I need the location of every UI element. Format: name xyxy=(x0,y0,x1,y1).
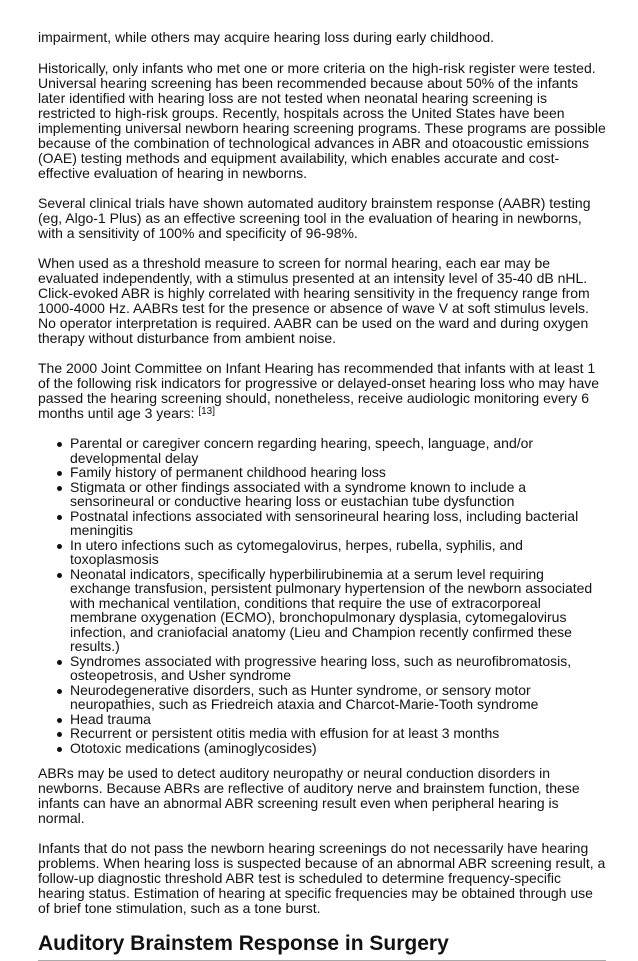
list-item: Stigmata or other findings associated with a syndrome known to include a sensorineural or conductive hearing loss or eustachian tube dysfunction xyxy=(70,480,606,509)
paragraph-auditory-neuropathy: ABRs may be used to detect auditory neuropathy or neural conduction disorders in newborns. Because ABRs are reflective of auditory nerve and brainstem function, these infants can have an abnormal ABR screening result even when peripheral hearing is normal. xyxy=(38,765,580,826)
list-item: Postnatal infections associated with sensorineural hearing loss, including bacterial meningitis xyxy=(70,509,606,538)
paragraph-threshold-measure: When used as a threshold measure to screen for normal hearing, each ear may be evaluated independently, with a stimulus presented at an intensity level of 35-40 dB nHL. Click-evoked ABR is highly correlated with hearing sensitivity in the frequency range from 1000-4000 Hz. AABRs test for the presence or absence of wave V at soft stimulus levels. No operator interpretation is required. AABR can be used on the ward and during oxygen therapy without disturbance from ambient noise. xyxy=(38,255,590,346)
list-item: Ototoxic medications (aminoglycosides) xyxy=(70,741,606,756)
list-item: Recurrent or persistent otitis media with effusion for at least 3 months xyxy=(70,726,606,741)
paragraph-follow-up-diagnostic: Infants that do not pass the newborn hearing screenings do not necessarily have hearing problems. When hearing loss is suspected because of an abnormal ABR screening result, a follow-up diagnostic threshold ABR test is scheduled to determine frequency-specific hearing status. Estimation of hearing at specific frequencies may be obtained through use of brief tone stimulation, such as a tone burst. xyxy=(38,840,606,916)
citation-link[interactable]: [13] xyxy=(198,406,215,417)
paragraph-clinical-trials: Several clinical trials have shown automated auditory brainstem response (AABR) testing (eg, Algo-1 Plus) as an effective screening tool in the evaluation of hearing in newborns, with a sensitivity of 100% and specificity of 96-98%. xyxy=(38,195,591,241)
article-body xyxy=(38,30,606,961)
list-item: In utero infections such as cytomegalovirus, herpes, rubella, syphilis, and toxoplasmosis xyxy=(70,538,606,567)
list-item: Neurodegenerative disorders, such as Hunter syndrome, or sensory motor neuropathies, such as Friedreich ataxia and Charcot-Marie-Tooth syndrome xyxy=(70,683,606,712)
list-item: Syndromes associated with progressive hearing loss, such as neurofibromatosis, osteopetrosis, and Usher syndrome xyxy=(70,654,606,683)
joint-committee-text: The 2000 Joint Committee on Infant Hearing has recommended that infants with at least 1 of the following risk indicators for progressive or delayed-onset hearing loss who may have passed the hearing screening should, nonetheless, receive audiologic monitoring every 6 months until age 3 years: xyxy=(38,360,600,421)
paragraph-joint-committee xyxy=(38,361,606,421)
section-heading: Auditory Brainstem Response in Surgery xyxy=(38,931,606,961)
list-item: Family history of permanent childhood hearing loss xyxy=(70,465,606,480)
risk-indicator-list xyxy=(38,436,606,755)
list-item: Neonatal indicators, specifically hyperbilirubinemia at a serum level requiring exchange transfusion, persistent pulmonary hypertension of the newborn associated with mechanical ventilation, conditions that require the use of extracorporeal membrane oxygenation (ECMO), bronchopulmonary dysplasia, cytomegalovirus infection, and craniofacial anatomy (Lieu and Champion recently confirmed these results.) xyxy=(70,567,606,654)
paragraph-historical-screening: Historically, only infants who met one or more criteria on the high-risk register were tested. Universal hearing screening has been recommended because about 50% of the infants later identified with hearing loss are not tested when neonatal hearing screening is restricted to high-risk groups. Recently, hospitals across the United States have been implementing universal newborn hearing screening programs. These programs are possible because of the combination of technological advances in ABR and otoacoustic emissions (OAE) testing methods and equipment availability, which enables accurate and cost-effective evaluation of hearing in newborns. xyxy=(38,60,606,181)
list-item: Parental or caregiver concern regarding hearing, speech, language, and/or developmental delay xyxy=(70,436,606,465)
paragraph-intro-tail: impairment, while others may acquire hearing loss during early childhood. xyxy=(38,29,495,45)
list-item: Head trauma xyxy=(70,712,606,727)
